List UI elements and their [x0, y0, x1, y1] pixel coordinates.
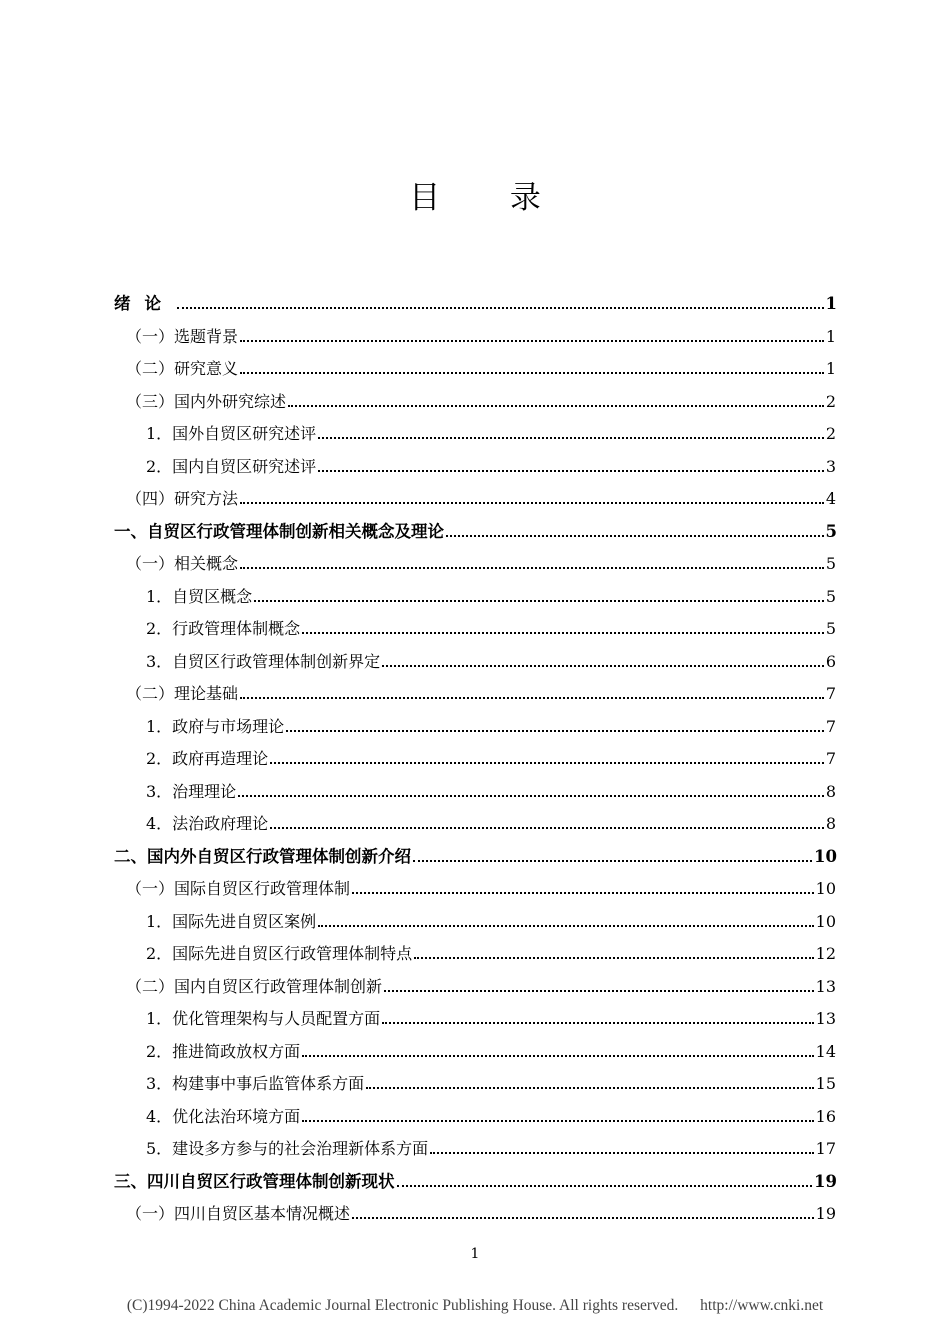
toc-leader-dots	[382, 1022, 813, 1024]
toc-entry-label: 3．治理理论	[146, 781, 237, 801]
toc-entry[interactable]	[146, 774, 836, 802]
toc-entry-page: 1	[825, 326, 836, 346]
toc-entry[interactable]	[126, 351, 836, 379]
toc-entry-label: （一）国际自贸区行政管理体制	[126, 879, 351, 898]
toc-leader-dots	[238, 795, 824, 797]
toc-leader-dots	[240, 340, 824, 342]
toc-entry-page: 5	[825, 521, 837, 541]
toc-entry-label: 1．国际先进自贸区案例	[146, 911, 317, 931]
toc-leader-dots	[177, 307, 824, 309]
toc-entry-label: 3．自贸区行政管理体制创新界定	[146, 651, 381, 671]
toc-entry-label: 2．推进简政放权方面	[146, 1041, 301, 1061]
toc-entry[interactable]	[126, 969, 836, 997]
toc-entry[interactable]	[146, 1001, 836, 1029]
toc-entry[interactable]	[146, 1099, 836, 1127]
toc-entry[interactable]	[146, 936, 836, 964]
toc-title: 目 录	[409, 180, 571, 216]
footer	[0, 1297, 950, 1315]
toc-entry[interactable]	[146, 1066, 836, 1094]
toc-leader-dots	[366, 1087, 813, 1089]
toc-entry-label: 绪论	[114, 294, 175, 313]
toc-entry[interactable]	[146, 904, 836, 932]
toc-entry-label: （三）国内外研究综述	[126, 391, 287, 411]
toc-entry[interactable]	[146, 611, 836, 639]
toc-entry[interactable]	[126, 319, 836, 347]
footer-url[interactable]: http://www.cnki.net	[700, 1297, 824, 1314]
toc-entry-page: 19	[814, 1171, 837, 1191]
toc-leader-dots	[413, 860, 812, 862]
toc-entry-label: 1．优化管理架构与人员配置方面	[146, 1009, 381, 1028]
toc-entry[interactable]	[126, 384, 836, 412]
toc-leader-dots	[240, 567, 824, 569]
toc-leader-dots	[240, 697, 824, 699]
toc-entry-label: 4．法治政府理论	[146, 814, 269, 833]
toc-entry-label: 3．构建事中事后监管体系方面	[146, 1074, 365, 1093]
toc-entry[interactable]	[146, 416, 836, 444]
toc-entry-page: 5	[825, 619, 836, 638]
toc-leader-dots	[318, 437, 824, 439]
toc-entry-label: 2．国内自贸区研究述评	[146, 456, 317, 476]
toc-entry[interactable]	[146, 806, 836, 834]
toc-entry-label: （二）理论基础	[126, 684, 239, 703]
toc-entry-page: 17	[815, 1139, 836, 1158]
toc-entry-page: 4	[825, 489, 836, 508]
toc-entry[interactable]	[126, 871, 836, 899]
toc-entry-page: 16	[815, 1106, 836, 1126]
toc-entry-page: 7	[825, 716, 836, 736]
toc-entry-label: 1．政府与市场理论	[146, 716, 285, 736]
toc-leader-dots	[318, 925, 813, 927]
toc-leader-dots	[446, 535, 824, 537]
toc-entry[interactable]	[146, 644, 836, 672]
toc-entry[interactable]	[146, 1131, 836, 1159]
toc-entry-page: 1	[825, 294, 837, 313]
toc-leader-dots	[288, 405, 824, 407]
toc-entry-page: 10	[815, 879, 836, 898]
toc-leader-dots	[254, 600, 824, 602]
toc-entry[interactable]	[146, 1034, 836, 1062]
toc-entry-page: 13	[815, 1009, 836, 1028]
toc-entry[interactable]	[146, 579, 836, 607]
toc-leader-dots	[384, 990, 814, 992]
footer-copyright: (C)1994-2022 China Academic Journal Electronic Publishing House. All rights reserved.	[126, 1297, 679, 1314]
toc-entry-label: （二）国内自贸区行政管理体制创新	[126, 976, 383, 996]
toc-entry-label: 2．政府再造理论	[146, 749, 269, 768]
toc-entry-label: 2．行政管理体制概念	[146, 619, 301, 638]
toc-entry-page: 14	[815, 1041, 836, 1061]
toc-leader-dots	[414, 957, 813, 959]
toc-leader-dots	[302, 1120, 813, 1122]
toc-entry[interactable]	[146, 449, 836, 477]
toc-entry-page: 2	[825, 391, 836, 411]
toc-entry-page: 6	[825, 651, 836, 671]
toc-entry-label: （四）研究方法	[126, 489, 239, 508]
toc-entry[interactable]	[114, 839, 837, 867]
toc-entry[interactable]	[126, 546, 836, 574]
toc-entry-page: 5	[825, 554, 836, 573]
toc-entry-label: （一）相关概念	[126, 554, 239, 573]
toc-leader-dots	[430, 1152, 813, 1154]
toc-entry[interactable]	[146, 741, 836, 769]
toc-entry-page: 12	[815, 944, 836, 963]
toc-entry[interactable]	[126, 481, 836, 509]
toc-entry-page: 13	[815, 976, 836, 996]
toc-entry-label: （二）研究意义	[126, 359, 239, 378]
toc-leader-dots	[352, 1217, 814, 1219]
toc-entry-page: 10	[815, 911, 836, 931]
toc-entry-page: 19	[815, 1204, 836, 1223]
toc-entry-page: 8	[825, 814, 836, 833]
toc-entry-label: 5．建设多方参与的社会治理新体系方面	[146, 1139, 429, 1158]
toc-entry[interactable]	[126, 676, 836, 704]
toc-leader-dots	[352, 892, 814, 894]
toc-leader-dots	[240, 372, 824, 374]
toc-entry[interactable]	[126, 1196, 836, 1224]
toc-entry-page: 7	[825, 684, 836, 703]
toc-entry-label: 一、自贸区行政管理体制创新相关概念及理论	[114, 521, 444, 541]
toc-leader-dots	[302, 632, 824, 634]
toc-leader-dots	[302, 1055, 813, 1057]
toc-leader-dots	[397, 1185, 813, 1187]
toc-leader-dots	[318, 470, 824, 472]
toc-entry[interactable]	[114, 1164, 837, 1192]
toc-leader-dots	[270, 762, 824, 764]
toc-entry-label: 三、四川自贸区行政管理体制创新现状	[114, 1171, 395, 1191]
toc-entry[interactable]	[114, 514, 837, 542]
toc-entry-label: （一）四川自贸区基本情况概述	[126, 1204, 351, 1223]
toc-entry-page: 3	[825, 456, 836, 476]
toc-entry-label: （一）选题背景	[126, 326, 239, 346]
toc-entry-label: 二、国内外自贸区行政管理体制创新介绍	[114, 846, 411, 866]
toc-entry-page: 15	[815, 1074, 836, 1093]
toc-leader-dots	[270, 827, 824, 829]
toc-entry-page: 5	[825, 586, 836, 606]
toc-entry-label: 1．自贸区概念	[146, 586, 253, 606]
toc-entry-page: 1	[825, 359, 836, 378]
toc-leader-dots	[240, 502, 824, 504]
toc-entry[interactable]	[146, 709, 836, 737]
toc-entry-label: 1．国外自贸区研究述评	[146, 424, 317, 443]
toc-entry-page: 8	[825, 781, 836, 801]
toc-entry-page: 10	[814, 846, 837, 866]
page-number: 1	[470, 1246, 480, 1262]
toc-entry-page: 7	[825, 749, 836, 768]
toc-entry-page: 2	[825, 424, 836, 443]
toc-leader-dots	[382, 665, 824, 667]
toc-entry-label: 2．国际先进自贸区行政管理体制特点	[146, 944, 413, 963]
toc-entry[interactable]	[114, 286, 837, 314]
toc-leader-dots	[286, 730, 824, 732]
toc-entry-label: 4．优化法治环境方面	[146, 1106, 301, 1126]
